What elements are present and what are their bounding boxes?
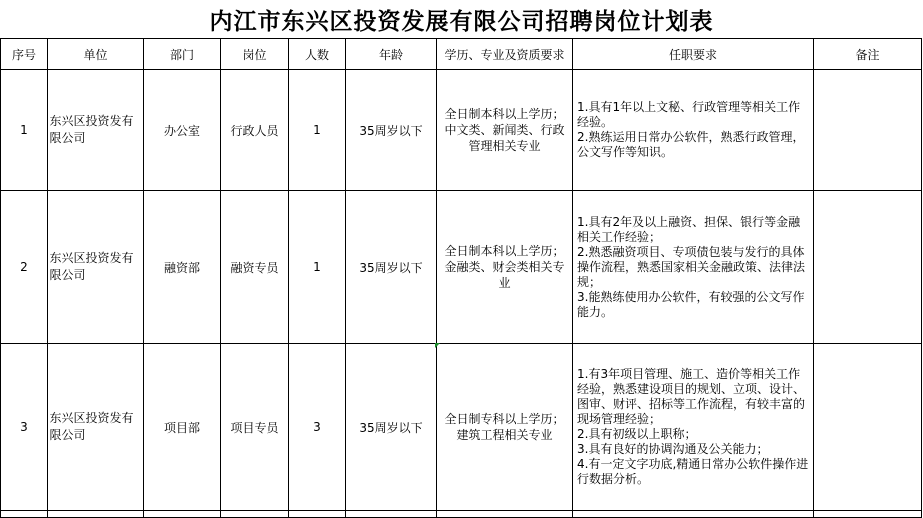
cell-count[interactable]: 1 (289, 191, 346, 344)
cell-empty[interactable] (1, 511, 48, 518)
cell-unit[interactable] (48, 191, 144, 344)
cell-age[interactable]: 35周岁以下 (346, 191, 437, 344)
unit-text: 东兴区投资发有限公司 (49, 114, 134, 145)
cell-post[interactable]: 项目专员 (221, 344, 289, 511)
cell-count[interactable]: 1 (289, 70, 346, 191)
header-unit[interactable]: 单位 (48, 39, 144, 70)
requirement-line: 3.具有良好的协调沟通及公关能力； (577, 442, 769, 456)
header-dept[interactable]: 部门 (144, 39, 221, 70)
cell-empty[interactable] (48, 511, 144, 518)
requirement-line: 1.具有2年及以上融资、担保、银行等金融相关工作经验； (577, 214, 801, 244)
requirement-line: 4.有一定文字功底,精通日常办公软件操作进行数据分析。 (577, 457, 809, 486)
header-age[interactable]: 年龄 (346, 39, 437, 70)
requirement-line: 1.有3年项目管理、施工、造价等相关工作经验，熟悉建设项目的规划、立项、设计、图审、财评、招标等工作流程，有较丰富的现场管理经验； (577, 367, 806, 426)
cell-empty[interactable] (814, 511, 922, 518)
cell-remark[interactable] (814, 191, 922, 344)
table-row (1, 191, 922, 344)
header-row (1, 39, 922, 70)
comment-indicator-icon (435, 343, 440, 348)
cell-empty[interactable] (437, 511, 573, 518)
cell-education[interactable]: 全日制本科以上学历；金融类、财会类相关专业 (437, 191, 573, 344)
recruitment-table (0, 38, 922, 518)
requirement-line: 2.熟悉融资项目、专项债包装与发行的具体操作流程，熟悉国家相关金融政策、法律法规； (577, 244, 806, 289)
header-count[interactable]: 人数 (289, 39, 346, 70)
cell-empty[interactable] (573, 511, 814, 518)
cell-empty[interactable] (221, 511, 289, 518)
requirement-line: 3.能熟练使用办公软件，有较强的公文写作能力。 (577, 289, 805, 319)
cell-dept[interactable]: 项目部 (144, 344, 221, 511)
header-post[interactable]: 岗位 (221, 39, 289, 70)
cell-no[interactable]: 3 (1, 344, 48, 511)
cell-count[interactable]: 3 (289, 344, 346, 511)
cell-empty[interactable] (144, 511, 221, 518)
unit-text: 东兴区投资发有限公司 (49, 411, 134, 442)
cell-requirements[interactable] (573, 344, 814, 511)
cell-education[interactable]: 全日制专科以上学历；建筑工程相关专业 (437, 344, 573, 511)
cell-post[interactable]: 融资专员 (221, 191, 289, 344)
header-remark[interactable]: 备注 (814, 39, 922, 70)
cell-age[interactable]: 35周岁以下 (346, 344, 437, 511)
cell-unit[interactable] (48, 70, 144, 191)
cell-empty[interactable] (289, 511, 346, 518)
header-no[interactable]: 序号 (1, 39, 48, 70)
cell-empty[interactable] (346, 511, 437, 518)
cell-unit[interactable] (48, 344, 144, 511)
cell-requirements[interactable] (573, 70, 814, 191)
requirement-line: 2.具有初级以上职称； (577, 427, 697, 441)
table-row (1, 344, 922, 511)
cell-dept[interactable]: 融资部 (144, 191, 221, 344)
requirement-line: 1.具有1年以上文秘、行政管理等相关工作经验。 (577, 100, 801, 129)
cell-remark[interactable] (814, 70, 922, 191)
requirement-line: 2.熟练运用日常办公软件，熟悉行政管理，公文写作等知识。 (577, 130, 805, 159)
page-title: 内江市东兴区投资发展有限公司招聘岗位计划表 (209, 7, 714, 35)
header-requirements[interactable]: 任职要求 (573, 39, 814, 70)
table-row-partial (1, 511, 922, 518)
cell-no[interactable]: 2 (1, 191, 48, 344)
table-row (1, 70, 922, 191)
cell-requirements[interactable] (573, 191, 814, 344)
cell-education[interactable]: 全日制本科以上学历；中文类、新闻类、行政管理相关专业 (437, 70, 573, 191)
header-education[interactable]: 学历、专业及资质要求 (437, 39, 573, 70)
cell-dept[interactable]: 办公室 (144, 70, 221, 191)
cell-age[interactable]: 35周岁以下 (346, 70, 437, 191)
cell-post[interactable]: 行政人员 (221, 70, 289, 191)
cell-remark[interactable] (814, 344, 922, 511)
cell-no[interactable]: 1 (1, 70, 48, 191)
unit-text: 东兴区投资发有限公司 (49, 251, 134, 282)
